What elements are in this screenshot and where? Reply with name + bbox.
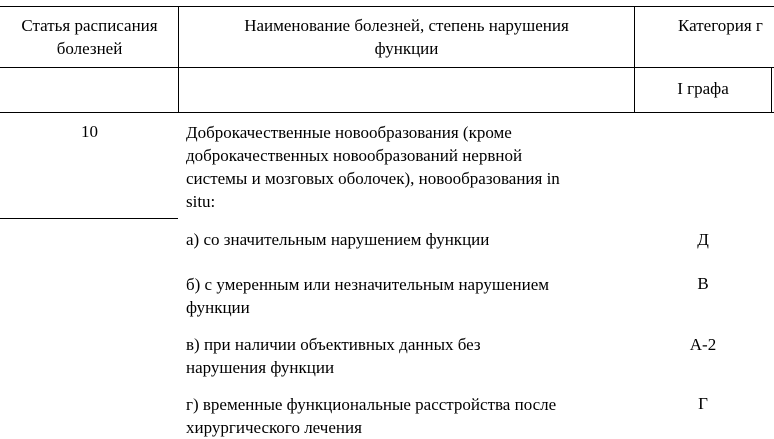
item-a-category: Д xyxy=(697,230,709,249)
header-article-column xyxy=(0,14,179,60)
article-number-underline xyxy=(0,218,178,219)
article-title-line-1: Доброкачественные новообразования (кроме xyxy=(186,123,512,142)
item-d-line-2: хирургического лечения xyxy=(186,418,362,437)
article-title-line-4: situ: xyxy=(186,192,216,211)
item-d-line-1: г) временные функциональные расстройства после xyxy=(186,395,557,414)
item-d-text xyxy=(186,393,631,439)
item-a-line-1: а) со значительным нарушением функции xyxy=(186,230,490,249)
article-title xyxy=(186,121,631,213)
item-a-text xyxy=(186,228,631,251)
item-b-category: В xyxy=(697,274,709,293)
item-c-line-2: нарушения функции xyxy=(186,358,335,377)
header-disease-column xyxy=(179,14,634,60)
header-category-column xyxy=(678,14,774,37)
header-disease-line-1: Наименование болезней, степень нарушения xyxy=(244,16,569,35)
item-b-line-1: б) с умеренным или незначительным нарушением xyxy=(186,275,550,294)
item-c-text xyxy=(186,333,631,379)
header-category-label: Категория г xyxy=(678,16,763,35)
item-c-category: А-2 xyxy=(689,335,717,354)
item-d-category: Г xyxy=(698,394,708,413)
article-title-line-2: доброкачественных новообразований нервной xyxy=(186,146,523,165)
item-c-line-1: в) при наличии объективных данных без xyxy=(186,335,481,354)
header-article-line-1: Статья расписания xyxy=(21,16,158,35)
item-b-line-2: функции xyxy=(186,298,250,317)
article-title-line-3: системы и мозговых оболочек), новообразования in xyxy=(186,169,560,188)
subheader-grafa-1: I графа xyxy=(677,79,729,98)
article-number: 10 xyxy=(81,122,98,141)
subheader-bottom-border xyxy=(0,112,774,113)
header-disease-line-2: функции xyxy=(374,39,439,58)
item-b-text xyxy=(186,273,631,319)
table-top-border xyxy=(0,6,774,7)
column-divider-3 xyxy=(771,67,772,113)
header-bottom-border xyxy=(0,67,774,68)
header-article-line-2: болезней xyxy=(56,39,123,58)
